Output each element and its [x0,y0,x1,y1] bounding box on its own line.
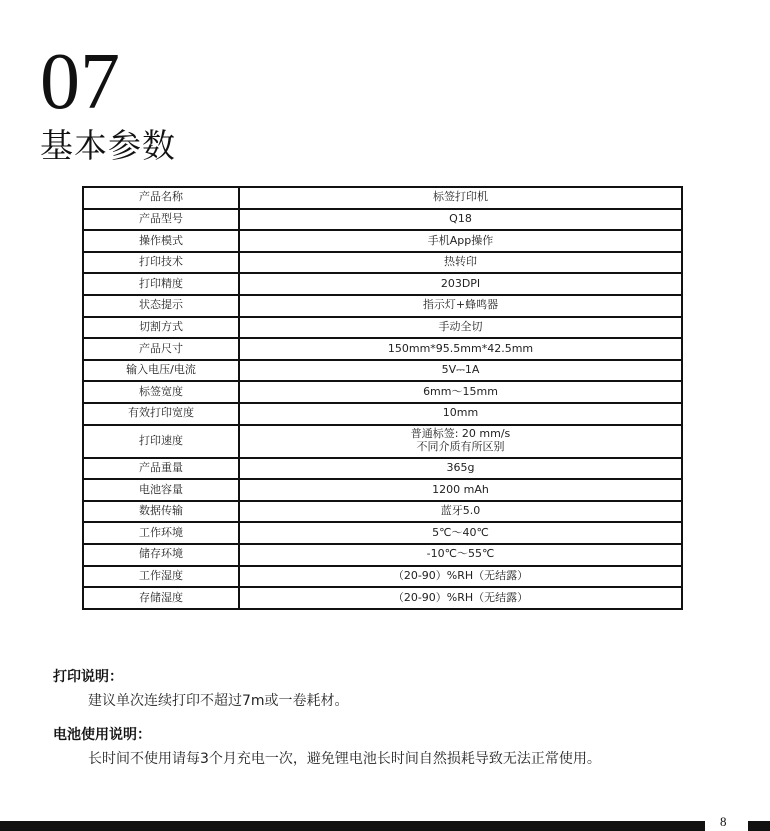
spec-label: 打印精度 [83,273,239,295]
page-number: 8 [720,814,727,829]
chapter-title: 基本参数 [40,126,176,165]
spec-value: 203DPI [239,273,682,295]
spec-value: 150mm*95.5mm*42.5mm [239,338,682,360]
table-row [83,209,682,231]
spec-label: 切割方式 [83,317,239,339]
spec-label: 产品重量 [83,458,239,480]
spec-value: 标签打印机 [239,187,682,209]
table-row [83,317,682,339]
spec-label: 标签宽度 [83,381,239,403]
spec-label: 电池容量 [83,479,239,501]
spec-label: 输入电压/电流 [83,360,239,382]
chapter-number: 07 [40,38,120,126]
table-row [83,252,682,274]
spec-value-line: 普通标签: 20 mm/s [410,427,511,441]
spec-label: 工作湿度 [83,566,239,588]
spec-label: 储存环境 [83,544,239,566]
spec-value: 1200 mAh [239,479,682,501]
table-row [83,273,682,295]
spec-label: 产品型号 [83,209,239,231]
spec-value: 365g [239,458,682,480]
spec-label: 状态提示 [83,295,239,317]
spec-label: 工作环境 [83,522,239,544]
battery-note-heading: 电池使用说明： [53,727,151,743]
spec-value: -10℃～55℃ [239,544,682,566]
spec-label: 打印速度 [83,425,239,458]
spec-value [239,425,682,458]
table-row [83,381,682,403]
table-row [83,295,682,317]
spec-value: （20-90）%RH（无结露） [239,566,682,588]
spec-value: Q18 [239,209,682,231]
spec-label: 产品名称 [83,187,239,209]
table-row [83,479,682,501]
spec-value-line: 不同介质有所区别 [416,440,505,454]
print-note-heading: 打印说明： [53,669,123,685]
table-row [83,544,682,566]
footer-bar [0,821,705,831]
spec-value: 指示灯+蜂鸣器 [239,295,682,317]
spec-value: 6mm～15mm [239,381,682,403]
battery-note-text: 长时间不使用请每3个月充电一次，避免锂电池长时间自然损耗导致无法正常使用。 [88,751,601,767]
spec-value: 手机App操作 [239,230,682,252]
footer-bar-end [748,821,770,831]
spec-value: 5V⎓1A [239,360,682,382]
spec-table [82,186,683,610]
spec-label: 存储湿度 [83,587,239,609]
spec-value: 10mm [239,403,682,425]
spec-label: 操作模式 [83,230,239,252]
print-note-text: 建议单次连续打印不超过7m或一卷耗材。 [88,693,349,709]
table-row [83,587,682,609]
table-row [83,425,682,458]
spec-label: 有效打印宽度 [83,403,239,425]
spec-value: 蓝牙5.0 [239,501,682,523]
table-row [83,360,682,382]
table-row [83,187,682,209]
spec-value: （20-90）%RH（无结露） [239,587,682,609]
spec-label: 数据传输 [83,501,239,523]
table-row [83,522,682,544]
table-row [83,566,682,588]
table-row [83,230,682,252]
table-row [83,338,682,360]
spec-label: 产品尺寸 [83,338,239,360]
table-row [83,403,682,425]
table-row [83,501,682,523]
spec-label: 打印技术 [83,252,239,274]
spec-value: 5℃～40℃ [239,522,682,544]
spec-value: 热转印 [239,252,682,274]
spec-value: 手动全切 [239,317,682,339]
table-row [83,458,682,480]
